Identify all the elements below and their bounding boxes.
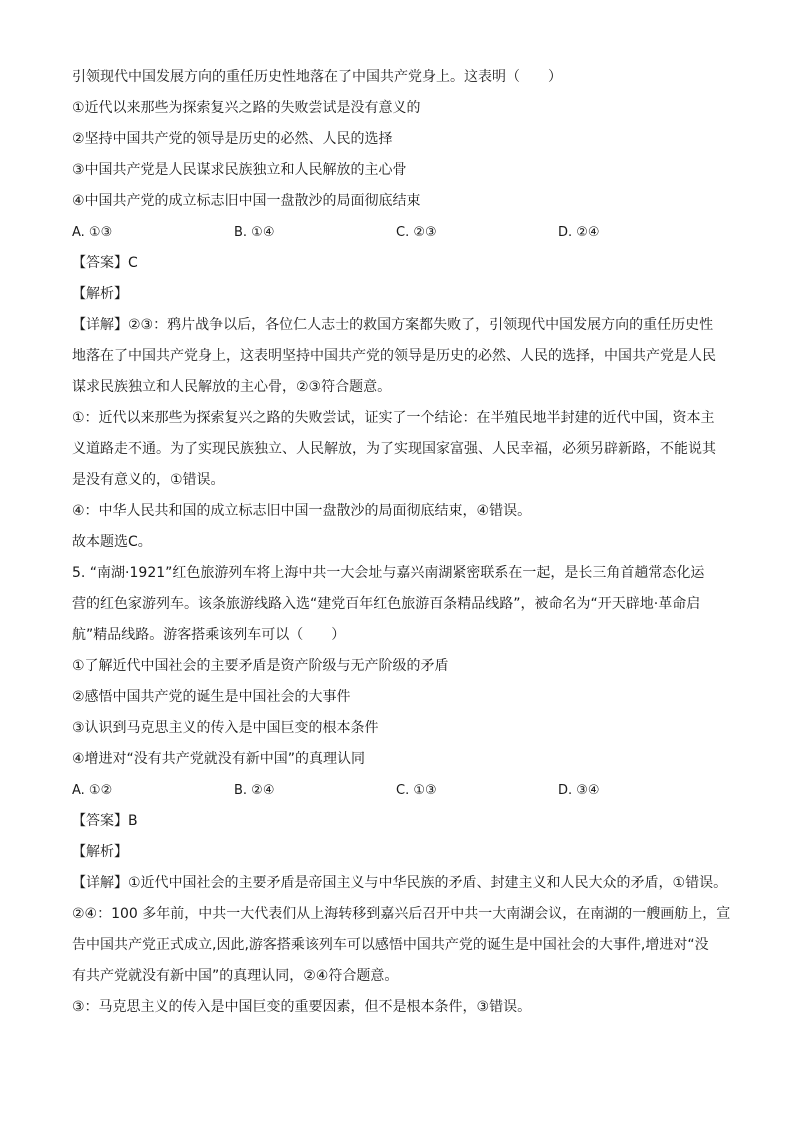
q5-stem-line: 5. “南湖·1921”红色旅游列车将上海中共一大会址与嘉兴南湖紧密联系在一起，是长三角首趟常态化运 — [72, 565, 705, 581]
q4-analysis-label: 【解析】 — [72, 286, 128, 302]
q5-option-b: B. ②④ — [234, 783, 275, 798]
q5-analysis-label: 【解析】 — [72, 844, 128, 860]
q4-item-3: ③中国共产党是人民谋求民族独立和人民解放的主心骨 — [72, 162, 407, 178]
q4-analysis-line: 地落在了中国共产党身上，这表明坚持中国共产党的领导是历史的必然、人民的选择，中国共产党是人民 — [72, 348, 716, 364]
q5-analysis-line: 【详解】①近代中国社会的主要矛盾是帝国主义与中华民族的矛盾、封建主义和人民大众的矛盾，①错误。 — [72, 875, 728, 891]
q4-option-b: B. ①④ — [234, 225, 275, 240]
q5-option-d: D. ③④ — [558, 783, 600, 798]
q4-stem: 引领现代中国发展方向的重任历史性地落在了中国共产党身上。这表明（ ） — [72, 69, 562, 85]
q4-analysis-line: ①：近代以来那些为探索复兴之路的失败尝试，证实了一个结论：在半殖民地半封建的近代中国，资本主 — [72, 410, 715, 426]
q4-item-1: ①近代以来那些为探索复兴之路的失败尝试是没有意义的 — [72, 100, 421, 116]
q5-options — [72, 775, 724, 806]
q5-option-c: C. ①③ — [396, 783, 437, 798]
q5-analysis-line: 告中国共产党正式成立,因此,游客搭乘该列车可以感悟中国共产党的诞生是中国社会的大事件,增进对“没 — [72, 937, 709, 953]
q5-item-3: ③认识到马克思主义的传入是中国巨变的根本条件 — [72, 720, 379, 736]
q5-option-a: A. ①② — [72, 783, 113, 798]
q4-analysis-line: ④：中华人民共和国的成立标志旧中国一盘散沙的局面彻底结束，④错误。 — [72, 503, 532, 519]
q4-option-d: D. ②④ — [558, 225, 600, 240]
q4-answer: 【答案】C — [72, 255, 138, 271]
q4-analysis-line: 是没有意义的，①错误。 — [72, 472, 225, 488]
q5-analysis-line: ②④：100 多年前，中共一大代表们从上海转移到嘉兴后召开中共一大南湖会议，在南湖的一艘画舫上，宣 — [72, 906, 731, 922]
q5-item-2: ②感悟中国共产党的诞生是中国社会的大事件 — [72, 689, 351, 705]
q4-analysis-line: 义道路走不通。为了实现民族独立、人民解放，为了实现国家富强、人民幸福，必须另辟新路，不能说其 — [72, 441, 716, 457]
document-page — [72, 62, 731, 1023]
q4-item-2: ②坚持中国共产党的领导是历史的必然、人民的选择 — [72, 131, 393, 147]
q4-analysis-line: 【详解】②③：鸦片战争以后，各位仁人志士的救国方案都失败了，引领现代中国发展方向的重任历史性 — [72, 317, 714, 333]
q5-stem-line: 航”精品线路。游客搭乘该列车可以（ ） — [72, 627, 346, 643]
q5-analysis-line: ③：马克思主义的传入是中国巨变的重要因素，但不是根本条件，③错误。 — [72, 999, 532, 1015]
q5-answer: 【答案】B — [72, 813, 138, 829]
q4-options — [72, 217, 724, 248]
q4-conclusion: 故本题选C。 — [72, 534, 152, 550]
q5-analysis-line: 有共产党就没有新中国”的真理认同，②④符合题意。 — [72, 968, 399, 984]
q5-item-4: ④增进对“没有共产党就没有新中国”的真理认同 — [72, 751, 366, 767]
q4-option-a: A. ①③ — [72, 225, 113, 240]
q5-item-1: ①了解近代中国社会的主要矛盾是资产阶级与无产阶级的矛盾 — [72, 658, 449, 674]
q5-stem-line: 营的红色家游列车。该条旅游线路入选“建党百年红色旅游百条精品线路”，被命名为“开天辟地·革命启 — [72, 596, 701, 612]
q4-option-c: C. ②③ — [396, 225, 437, 240]
q4-analysis-line: 谋求民族独立和人民解放的主心骨，②③符合题意。 — [72, 379, 392, 395]
q4-item-4: ④中国共产党的成立标志旧中国一盘散沙的局面彻底结束 — [72, 193, 421, 209]
